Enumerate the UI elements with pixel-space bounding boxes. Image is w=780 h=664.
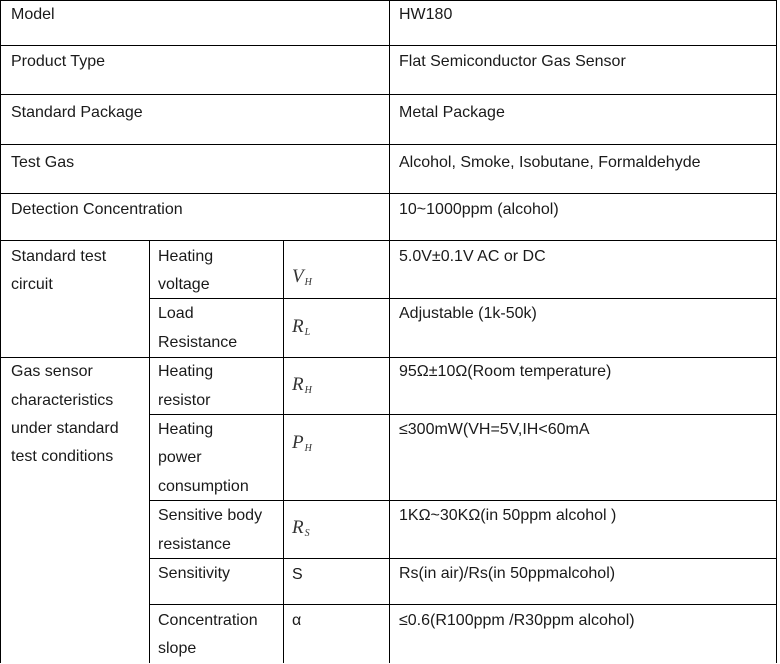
- row-border: [149, 558, 777, 559]
- sensitive-resistance-name-line1: Sensitive body: [158, 507, 263, 524]
- heating-power-symbol: $P_H$: [292, 432, 312, 454]
- sensitive-resistance-name-line2: resistance: [158, 536, 231, 553]
- column-border: [776, 0, 777, 663]
- heating-resistor-value: 95Ω±10Ω(Room temperature): [399, 363, 612, 380]
- package-label: Standard Package: [11, 104, 143, 121]
- load-resistance-value: Adjustable (1k-50k): [399, 305, 537, 322]
- sensitive-resistance-symbol: $R_S$: [292, 517, 310, 539]
- sensitivity-name: Sensitivity: [158, 565, 231, 582]
- model-label: Model: [11, 6, 55, 23]
- product-type-value: Flat Semiconductor Gas Sensor: [399, 53, 626, 70]
- column-border: [0, 0, 1, 663]
- circuit-group-label-line1: Standard test: [11, 248, 107, 265]
- heating-power-name-line3: consumption: [158, 478, 249, 495]
- heating-power-name-line1: Heating: [158, 421, 214, 438]
- row-border: [149, 414, 777, 415]
- heating-resistor-name-line1: Heating: [158, 363, 214, 380]
- heating-voltage-name-line1: Heating: [158, 248, 214, 265]
- heating-voltage-name-line2: voltage: [158, 276, 210, 293]
- detection-label: Detection Concentration: [11, 201, 183, 218]
- characteristics-group-label-line4: test conditions: [11, 448, 114, 465]
- characteristics-group-label-line2: characteristics: [11, 392, 114, 409]
- detection-value: 10~1000ppm (alcohol): [399, 201, 559, 218]
- sensitivity-symbol: S: [292, 566, 303, 583]
- heating-voltage-value: 5.0V±0.1V AC or DC: [399, 248, 546, 265]
- row-border: [149, 604, 777, 605]
- load-resistance-name-line2: Resistance: [158, 334, 238, 351]
- heating-resistor-symbol: $R_H$: [292, 374, 312, 396]
- model-value: HW180: [399, 6, 453, 23]
- concentration-slope-symbol: α: [292, 612, 302, 629]
- column-border: [283, 240, 284, 663]
- heating-power-value: ≤300mW(VH=5V,IH<60mA: [399, 421, 590, 438]
- load-resistance-symbol: $R_L$: [292, 316, 311, 338]
- sensitivity-value: Rs(in air)/Rs(in 50ppmalcohol): [399, 565, 616, 582]
- test-gas-value: Alcohol, Smoke, Isobutane, Formaldehyde: [399, 154, 701, 171]
- load-resistance-name-line1: Load: [158, 305, 194, 322]
- heating-power-name-line2: power: [158, 449, 202, 466]
- concentration-slope-name-line2: slope: [158, 640, 197, 657]
- test-gas-label: Test Gas: [11, 154, 75, 171]
- package-value: Metal Package: [399, 104, 505, 121]
- row-border: [149, 298, 777, 299]
- heating-voltage-symbol: $V_H$: [292, 266, 312, 288]
- column-border: [389, 0, 390, 663]
- product-type-label: Product Type: [11, 53, 105, 70]
- heating-resistor-name-line2: resistor: [158, 392, 211, 409]
- column-border: [149, 240, 150, 663]
- characteristics-group-label-line3: under standard: [11, 420, 119, 437]
- concentration-slope-value: ≤0.6(R100ppm /R30ppm alcohol): [399, 612, 635, 629]
- concentration-slope-name-line1: Concentration: [158, 612, 258, 629]
- characteristics-group-label-line1: Gas sensor: [11, 363, 93, 380]
- sensitive-resistance-value: 1KΩ~30KΩ(in 50ppm alcohol ): [399, 507, 617, 524]
- circuit-group-label-line2: circuit: [11, 276, 53, 293]
